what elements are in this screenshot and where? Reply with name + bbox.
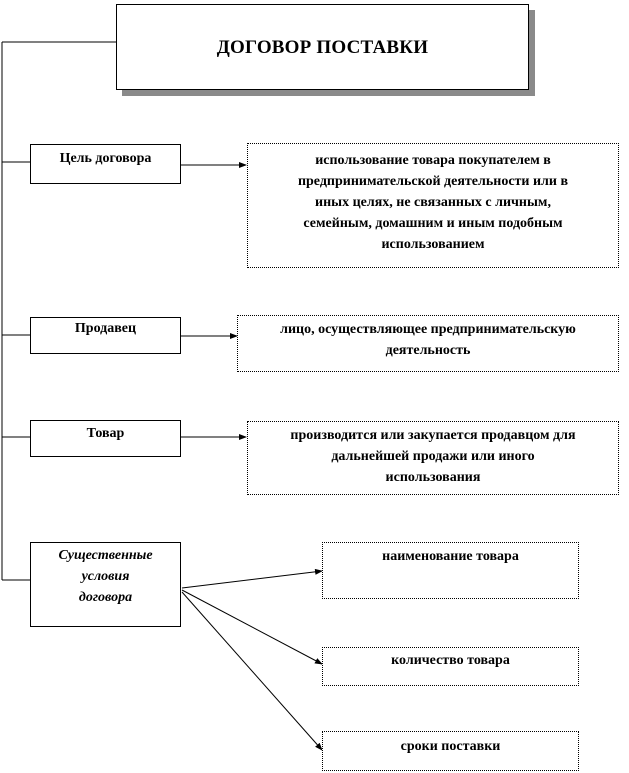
title-box — [116, 4, 529, 90]
purpose-desc-line-4: семейным, домашним и иным подобным — [303, 216, 563, 231]
purpose-box — [30, 144, 181, 184]
purpose-label: Цель договора — [59, 151, 152, 166]
purpose-desc-line-2: предпринимательской деятельности или в — [297, 174, 569, 189]
arrow-condition-2 — [182, 590, 322, 664]
arrow-condition-3 — [182, 592, 322, 750]
condition-name-label: наименование товара — [382, 549, 519, 564]
goods-desc-line-3: использования — [385, 470, 481, 485]
purpose-desc-line-5: использованием — [381, 237, 485, 252]
goods-box — [30, 420, 181, 457]
goods-description-box — [247, 421, 619, 495]
seller-desc-line-1: лицо, осуществляющее предпринимательскую — [280, 322, 576, 337]
goods-label: Товар — [86, 426, 125, 441]
condition-terms-label: сроки поставки — [400, 739, 501, 754]
seller-box — [30, 317, 181, 354]
condition-box-terms — [322, 731, 579, 771]
condition-box-name — [322, 542, 579, 599]
title-text: ДОГОВОР ПОСТАВКИ — [216, 36, 429, 58]
purpose-desc-line-1: использование товара покупателем в — [315, 153, 551, 168]
goods-desc-line-2: дальнейшей продажи или иного — [331, 449, 535, 464]
essential-conditions-box — [30, 542, 181, 627]
essential-line-3: договора — [78, 590, 133, 605]
purpose-desc-line-3: иных целях, не связанных с личным, — [315, 195, 551, 210]
goods-desc-line-1: производится или закупается продавцом для — [290, 428, 576, 443]
seller-label: Продавец — [74, 321, 137, 336]
essential-line-2: условия — [81, 569, 130, 584]
purpose-description-box — [247, 143, 619, 268]
arrow-condition-1 — [182, 571, 322, 588]
condition-quantity-label: количество товара — [391, 653, 510, 668]
essential-line-1: Существенные — [58, 548, 153, 563]
condition-box-quantity — [322, 647, 579, 686]
seller-description-box — [237, 315, 619, 372]
seller-desc-line-2: деятельность — [385, 343, 471, 358]
